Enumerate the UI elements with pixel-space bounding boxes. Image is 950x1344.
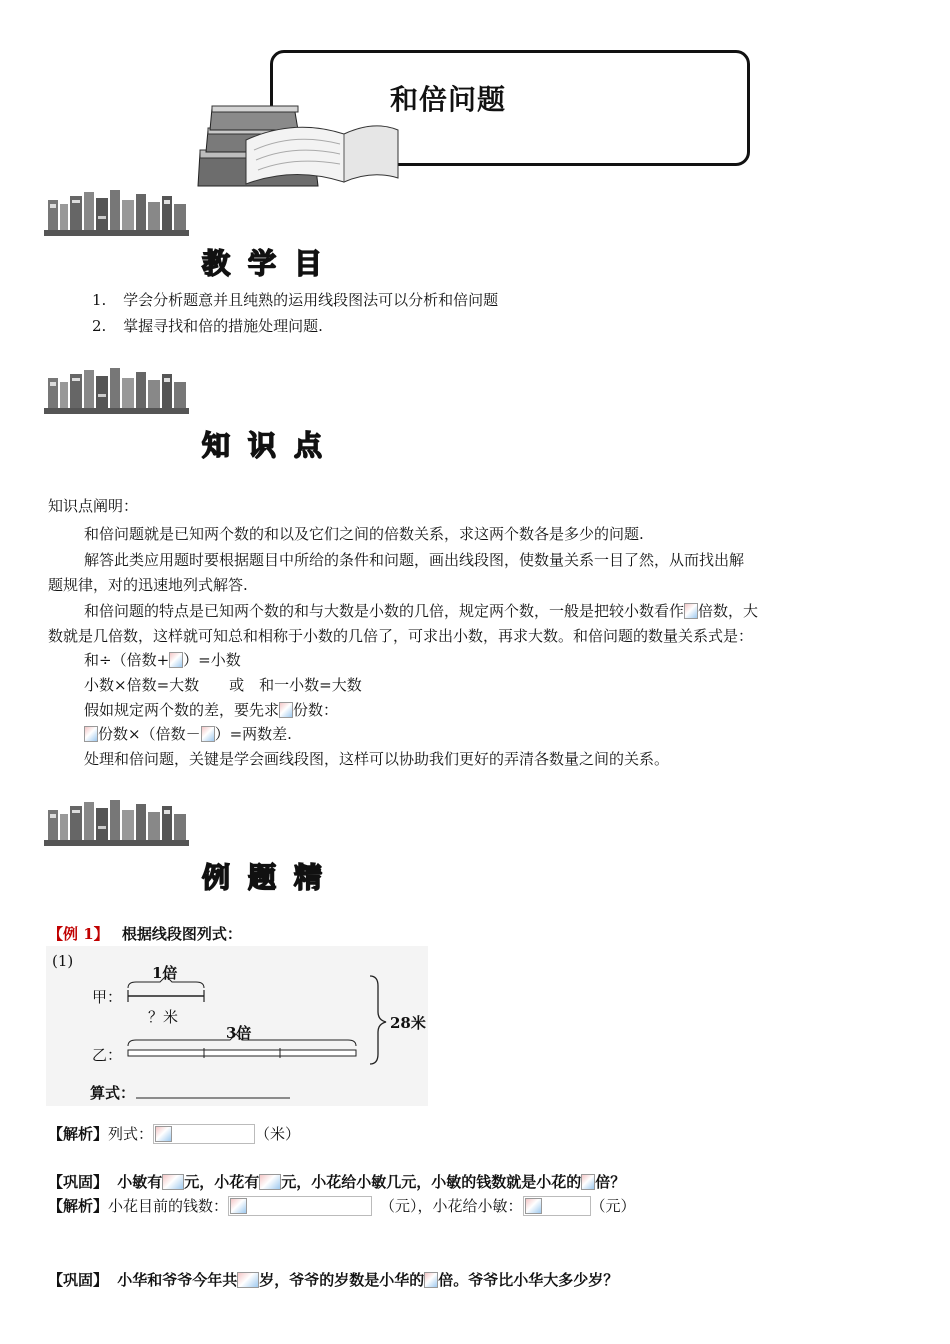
missing-image-icon <box>279 702 293 718</box>
practice-question: 【巩固】 小华和爷爷今年共 岁，爷爷的岁数是小华的 倍。爷爷比小华大多少岁？ <box>48 1271 619 1289</box>
bookshelf-icon <box>44 796 189 848</box>
missing-image-box <box>228 1196 372 1216</box>
formula-label: 算式： <box>90 1084 136 1102</box>
knowledge-paragraph: 解答此类应用题时要根据题目中所给的条件和问题，画出线段图，使数量关系一目了然，从而找出解 <box>84 551 745 569</box>
example-tag: 【例 1】 <box>48 925 109 943</box>
missing-image-icon <box>237 1272 259 1288</box>
segment-a-multiple: 1倍 <box>152 964 178 982</box>
knowledge-paragraph: 处理和倍问题，关键是学会画线段图，这样可以协助我们更好的弄清各数量之间的关系。 <box>84 750 670 768</box>
segment-a-unknown: ？米 <box>148 1008 179 1026</box>
knowledge-paragraph: 和倍问题就是已知两个数的和以及它们之间的倍数关系，求这两个数各是多少的问题. <box>84 525 644 543</box>
goal-number: 1. <box>92 291 107 309</box>
section-heading-knowledge: 知识点 <box>202 429 341 462</box>
formula-line: 份数×（倍数－ ）=两数差. <box>84 724 292 744</box>
line-segment-diagram <box>46 946 428 1106</box>
solution-tag: 【解析】 <box>48 1197 109 1215</box>
segment-b-multiple: 3倍 <box>226 1024 252 1042</box>
solution-line: 【解析】列式： （米） <box>48 1125 301 1143</box>
page-title: 和倍问题 <box>390 83 507 116</box>
missing-image-icon <box>169 652 183 668</box>
missing-image-icon <box>581 1174 595 1190</box>
knowledge-paragraph: 假如规定两个数的差，要先求 份数： <box>84 701 339 719</box>
section-heading-examples: 例题精 <box>202 861 341 894</box>
total-label: 28米 <box>390 1014 426 1032</box>
missing-image-icon <box>424 1272 438 1288</box>
goal-text: 掌握寻找和倍的措施处理问题. <box>123 317 323 335</box>
practice-question: 【巩固】 小敏有 元，小花有 元，小花给小敏几元，小敏的钱数就是小花的 倍？ <box>48 1173 626 1191</box>
missing-image-icon <box>84 726 98 742</box>
goal-text: 学会分析题意并且纯熟的运用线段图法可以分析和倍问题 <box>123 291 499 309</box>
missing-image-icon <box>259 1174 281 1190</box>
missing-image-icon <box>201 726 215 742</box>
knowledge-paragraph: 和倍问题的特点是已知两个数的和与大数是小数的几倍，规定两个数，一般是把较小数看作 倍数，大 <box>84 602 759 620</box>
example-heading <box>48 924 242 944</box>
bookshelf-icon <box>44 364 189 416</box>
knowledge-paragraph: 数就是几倍数，这样就可知总和相称于小数的几倍了，可求出小数，再求大数。和倍问题的数量关系式是： <box>48 627 754 645</box>
books-illustration <box>194 100 404 188</box>
missing-image-icon <box>162 1174 184 1190</box>
goal-item <box>92 316 323 336</box>
goal-item <box>92 290 498 310</box>
diagram-index: (1) <box>52 952 74 970</box>
knowledge-label: 知识点阐明： <box>48 497 139 515</box>
missing-image-box <box>523 1196 591 1216</box>
missing-image-box <box>153 1124 255 1144</box>
segment-b-label: 乙： <box>92 1046 123 1064</box>
bookshelf-icon <box>44 186 189 238</box>
segment-a-label: 甲： <box>92 988 123 1006</box>
practice-tag: 【巩固】 <box>48 1271 109 1289</box>
practice-tag: 【巩固】 <box>48 1173 109 1191</box>
example-title: 根据线段图列式： <box>121 925 242 943</box>
missing-image-icon <box>684 603 698 619</box>
goal-number: 2. <box>92 317 107 335</box>
solution-line: 【解析】小花目前的钱数： （元），小花给小敏： （元） <box>48 1197 636 1215</box>
formula-line: 小数×倍数=大数 或 和一小数=大数 <box>84 676 362 694</box>
formula-line: 和÷（倍数+ ）=小数 <box>84 651 241 669</box>
solution-tag: 【解析】 <box>48 1125 109 1143</box>
knowledge-paragraph: 题规律，对的迅速地列式解答. <box>48 576 248 594</box>
section-heading-goals: 教学目 <box>202 247 341 280</box>
